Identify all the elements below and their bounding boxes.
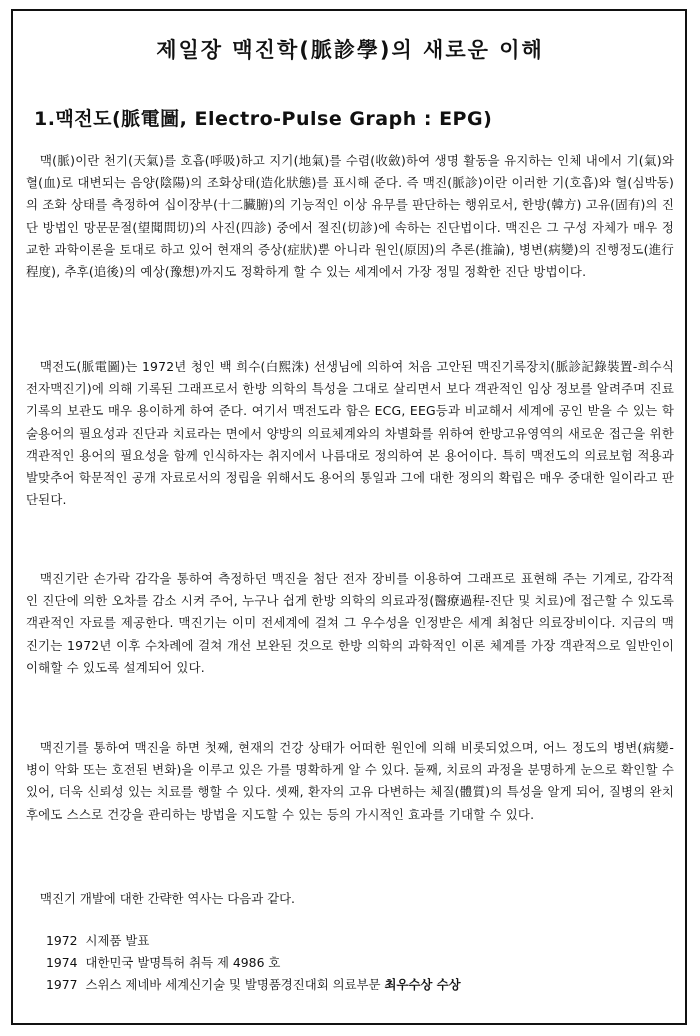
paragraph-epg-definition: 맥전도(脈電圖)는 1972년 청인 백 희수(白熙洙) 선생님에 의하여 처음 고안된 맥진기록장치(脈診記錄裝置-희수식전자맥진기)에 의해 기록된 그래프로서 한방 의학의 특성을 그대로 살리면서 보다 객관적인 임상 정보를 알려주며 진료 기록의 보관도 매우 용이하게 하여 준다. 여기서 맥전도라 함은 ECG, EEG등과 비교해서 세계에 공인 받을 수 있는 학술용어의 필요성과 진단과 치료라는 면에서 양방의 의료체계와의 차별화를 위하여 한방고유영역의 새로운 접근을 위한 객관적인 용어의 필요성을 함께 인식하자는 취지에서 나름대로 정의하여 본 용어이다. 특히 맥전도의 의료보험 적용과 발맞추어 학문적인 공개 자료로서의 정립을 위해서도 용어의 통일과 그에 대한 정의의 확립은 매우 중대한 일이라고 판단된다.: [26, 359, 674, 508]
history-year: 1977: [46, 977, 78, 992]
history-text: 스위스 제네바 세계신기술 및 발명품경진대회 의료부문: [85, 977, 381, 992]
history-item: [46, 952, 666, 974]
paragraph-pulse-diagnosis: 맥(脈)이란 천기(天氣)를 호흡(呼吸)하고 지기(地氣)를 수렴(收斂)하여 생명 활동을 유지하는 인체 내에서 기(氣)와 혈(血)로 대변되는 음양(陰陽)의 조화상태(造化狀態)를 표시해 준다. 즉 맥진(脈診)이란 이러한 기(호흡)와 혈(심박동)의 조화 상태를 측정하여 십이장부(十二臟腑)의 기능적인 이상 유무를 판단하는 행위로서, 한방(韓方) 고유(固有)의 진단 방법인 망문문절(望聞問切)의 사진(四診) 중에서 절진(切診)에 속하는 진단법이다. 맥진은 그 구성 자체가 매우 정교한 과학이론을 토대로 하고 있어 현재의 증상(症狀)뿐 아니라 원인(原因)의 추론(推論), 병변(病變)의 진행정도(進行程度), 추후(追後)의 예상(豫想)까지도 정확하게 할 수 있는 세계에서 가장 정밀 정확한 진단 방법이다.: [26, 153, 674, 280]
paragraph-pulse-device: 맥진기란 손가락 감각을 통하여 측정하던 맥진을 첨단 전자 장비를 이용하여 그래프로 표현해 주는 기계로, 감각적인 진단에 의한 오차를 감소 시켜 주어, 누구나 쉽게 한방 의학의 의료과정(醫療過程-진단 및 치료)에 접근할 수 있도록 객관적인 자료를 제공한다. 맥진기는 이미 전세계에 걸쳐 그 우수성을 인정받은 세계 최첨단 의료장비이다. 지금의 맥진기는 1972년 이후 수차례에 걸쳐 개선 보완된 것으로 한방 의학의 과학적인 이론 체계를 가장 객관적으로 일반인이 이해할 수 있도록 설계되어 있다.: [26, 571, 674, 675]
history-list: [46, 930, 666, 996]
chapter-title: 제일장 맥진학(脈診學)의 새로운 이해: [156, 38, 544, 62]
history-item: [46, 930, 666, 952]
paragraph-device-benefits: 맥진기를 통하여 맥진을 하면 첫째, 현재의 건강 상태가 어떠한 원인에 의해 비롯되었으며, 어느 정도의 병변(病變-병이 악화 또는 호전된 변화)을 이루고 있은 가를 명확하게 알 수 있다. 둘째, 치료의 과정을 분명하게 눈으로 확인할 수 있어, 더욱 신뢰성 있는 치료를 행할 수 있다. 셋째, 환자의 고유 다변하는 체질(體質)의 특성을 알게 되어, 질병의 완치 후에도 스스로 건강을 관리하는 방법을 지도할 수 있는 등의 가시적인 효과를 기대할 수 있다.: [26, 740, 674, 822]
history-text: 대한민국 발명특허 취득 제 4986 호: [85, 955, 281, 970]
section-heading: 1.맥전도(脈電圖, Electro-Pulse Graph : EPG): [34, 108, 493, 130]
history-year: 1972: [46, 933, 78, 948]
history-year: 1974: [46, 955, 78, 970]
history-text: 시제품 발표: [85, 933, 150, 948]
history-intro: 맥진기 개발에 대한 간략한 역사는 다음과 같다.: [40, 891, 295, 906]
history-award-emphasis: 최우수상 수상: [384, 977, 461, 992]
history-item: [46, 974, 666, 996]
